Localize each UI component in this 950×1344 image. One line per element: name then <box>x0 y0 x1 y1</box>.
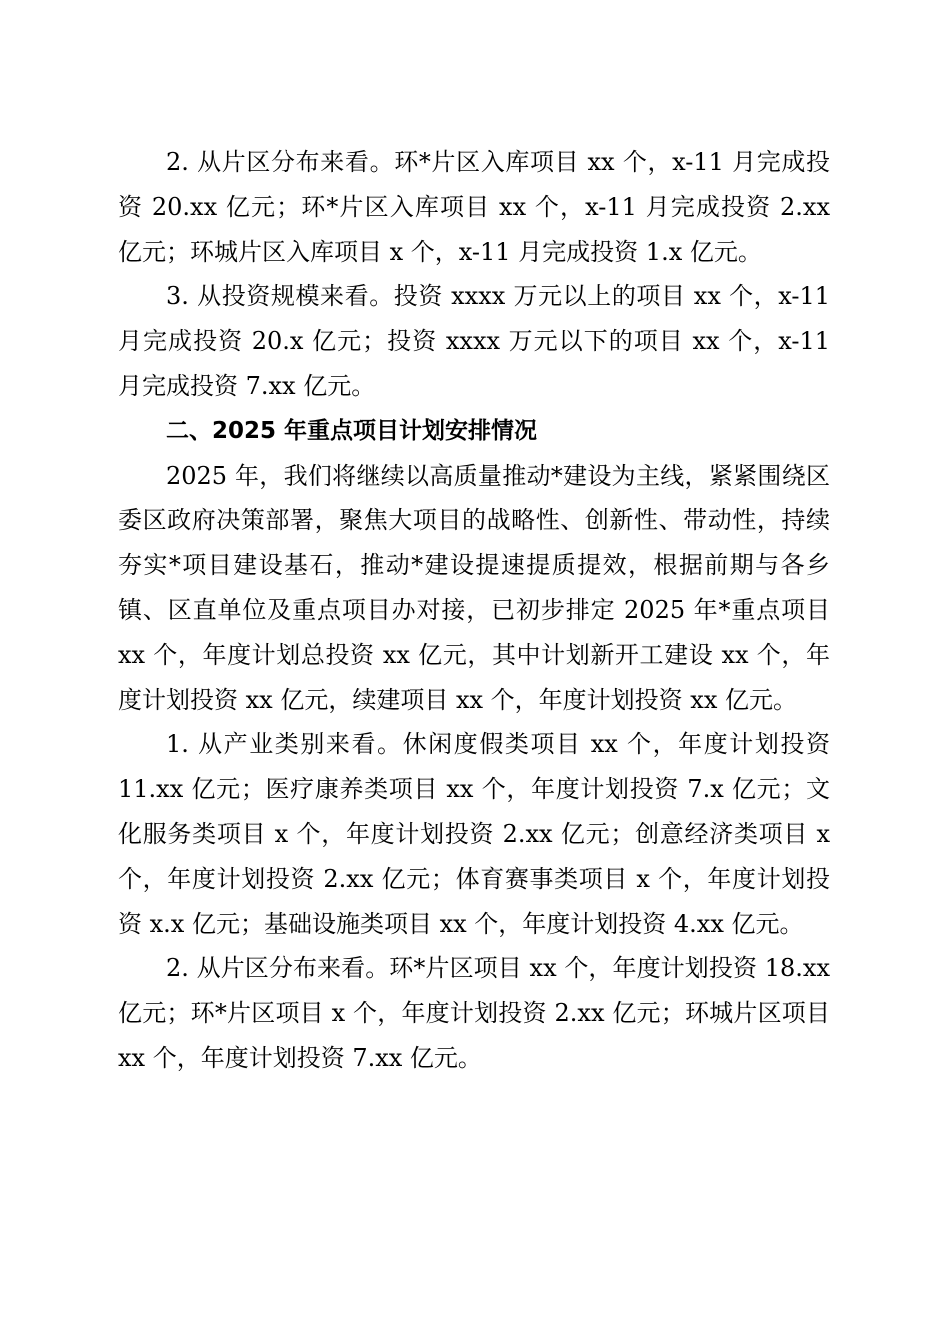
paragraph-region-plan: 2. 从片区分布来看。环*片区项目 xx 个，年度计划投资 18.xx 亿元；环*片区项目 x 个，年度计划投资 2.xx 亿元；环城片区项目 xx 个，年度计划投资 7.xx 亿元。 <box>118 954 830 1072</box>
paragraph-investment-scale: 3. 从投资规模来看。投资 xxxx 万元以上的项目 xx 个，x-11 月完成投资 20.x 亿元；投资 xxxx 万元以下的项目 xx 个，x-11 月完成投资 7.xx 亿元。 <box>118 282 830 400</box>
paragraph-2025-overview: 2025 年，我们将继续以高质量推动*建设为主线，紧紧围绕区委区政府决策部署，聚焦大项目的战略性、创新性、带动性，持续夯实*项目建设基石，推动*建设提速提质提效，根据前期与各乡镇、区直单位及重点项目办对接，已初步排定 2025 年*重点项目 xx 个，年度计划总投资 xx 亿元，其中计划新开工建设 xx 个，年度计划投资 xx 亿元，续建项目 xx 个，年度计划投资 xx 亿元。 <box>118 461 830 714</box>
document-page <box>118 140 830 1081</box>
paragraph-industry-category: 1. 从产业类别来看。休闲度假类项目 xx 个，年度计划投资 11.xx 亿元；医疗康养类项目 xx 个，年度计划投资 7.x 亿元；文化服务类项目 x 个，年度计划投资 2.xx 亿元；创意经济类项目 x 个，年度计划投资 2.xx 亿元；体育赛事类项目 x 个，年度计划投资 x.x 亿元；基础设施类项目 xx 个，年度计划投资 4.xx 亿元。 <box>118 730 830 938</box>
section-heading-2025-plan: 二、2025 年重点项目计划安排情况 <box>166 417 538 444</box>
paragraph-region-distribution: 2. 从片区分布来看。环*片区入库项目 xx 个，x-11 月完成投资 20.xx 亿元；环*片区入库项目 xx 个，x-11 月完成投资 2.xx 亿元；环城片区入库项目 x 个，x-11 月完成投资 1.x 亿元。 <box>118 148 830 266</box>
